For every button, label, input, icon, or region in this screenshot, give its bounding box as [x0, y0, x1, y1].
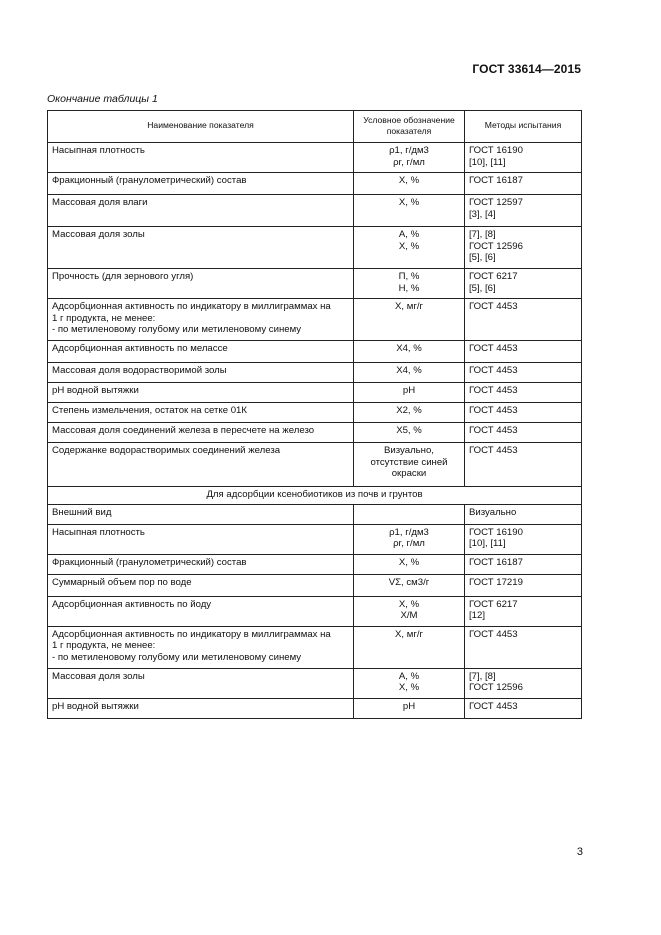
cell-method-line: ГОСТ 4453 [469, 425, 518, 436]
table-row [48, 668, 582, 698]
cell-symbol-line: ρ1, г/дм3 [389, 526, 429, 538]
cell-method-line: ГОСТ 6217 [469, 598, 518, 610]
cell-name-line: Адсорбционная активность по индикатору в миллиграммах на [52, 628, 331, 640]
cell-symbol-line: X, % [398, 175, 420, 186]
cell-symbol [354, 596, 465, 626]
cell-symbol [354, 443, 465, 487]
cell-method [465, 554, 582, 574]
table-row [48, 423, 582, 443]
table-row [48, 504, 582, 524]
cell-name-line: pH водной вытяжки [52, 700, 139, 712]
table-body-main [48, 143, 582, 487]
table-row [48, 341, 582, 363]
cell-symbol [354, 383, 465, 403]
cell-symbol-line: X, мг/г [395, 301, 423, 312]
cell-name-line: - по метиленовому голубому или метиленовому синему [52, 324, 302, 335]
cell-name [48, 195, 354, 227]
cell-method-line: [10], [11] [469, 538, 506, 549]
indicators-table [47, 110, 582, 719]
cell-symbol-line: X, % [398, 598, 420, 610]
cell-symbol [354, 626, 465, 668]
table-row [48, 383, 582, 403]
cell-name [48, 626, 354, 668]
table-row [48, 698, 582, 718]
cell-name [48, 698, 354, 718]
cell-name [48, 574, 354, 596]
cell-symbol-line: ρ1, г/дм3 [389, 145, 429, 156]
cell-method-line: ГОСТ 4453 [469, 628, 518, 640]
cell-name-line: Внешний вид [52, 506, 112, 518]
cell-method [465, 341, 582, 363]
cell-symbol [354, 698, 465, 718]
cell-symbol [354, 504, 465, 524]
cell-name [48, 524, 354, 554]
cell-method-line: ГОСТ 12596 [469, 240, 523, 252]
cell-name [48, 269, 354, 299]
cell-method-line: ГОСТ 16187 [469, 556, 523, 568]
cell-name-line: Насыпная плотность [52, 145, 145, 156]
cell-method-line: ГОСТ 4453 [469, 301, 518, 312]
cell-symbol-line: X4, % [396, 365, 422, 376]
cell-symbol-line: VΣ, см3/г [388, 576, 430, 588]
cell-name-line: Фракционный (гранулометрический) состав [52, 175, 247, 186]
cell-symbol [354, 554, 465, 574]
cell-name-line: Массовая доля влаги [52, 197, 148, 208]
section-title: Для адсорбции ксенобиотиков из почв и грунтов [48, 487, 582, 505]
column-header-symbol: Условное обозначение показателя [354, 111, 465, 143]
cell-name [48, 299, 354, 341]
table-row [48, 363, 582, 383]
cell-symbol [354, 574, 465, 596]
cell-method [465, 195, 582, 227]
cell-name [48, 423, 354, 443]
cell-name-line: Прочность (для зернового угля) [52, 271, 194, 282]
cell-method-line: [7], [8] [469, 229, 496, 240]
cell-method-line: ГОСТ 4453 [469, 385, 518, 396]
cell-symbol [354, 668, 465, 698]
cell-method [465, 173, 582, 195]
cell-name [48, 596, 354, 626]
cell-name-line: Адсорбционная активность по индикатору в миллиграммах на [52, 301, 331, 312]
cell-method [465, 504, 582, 524]
cell-method [465, 143, 582, 173]
cell-method-line: ГОСТ 16187 [469, 175, 523, 186]
cell-symbol-line: X, % [398, 240, 420, 252]
cell-method-line: ГОСТ 4453 [469, 445, 518, 456]
cell-method [465, 227, 582, 269]
cell-method-line: ГОСТ 17219 [469, 576, 523, 588]
cell-name-line: pH водной вытяжки [52, 385, 139, 396]
cell-method-line: ГОСТ 4453 [469, 365, 518, 376]
table-row [48, 299, 582, 341]
cell-symbol-line: X4, % [396, 343, 422, 354]
cell-method [465, 403, 582, 423]
table-row [48, 269, 582, 299]
cell-name-line: Адсорбционная активность по йоду [52, 598, 212, 610]
cell-method-line: [3], [4] [469, 208, 496, 220]
cell-symbol-line: ρr, г/мл [393, 156, 425, 168]
cell-name [48, 383, 354, 403]
cell-method-line: [5], [6] [469, 282, 496, 294]
table-row [48, 443, 582, 487]
cell-name-line: Массовая доля водорастворимой золы [52, 365, 227, 376]
cell-method [465, 443, 582, 487]
cell-symbol [354, 195, 465, 227]
table-section [48, 487, 582, 505]
table-row [48, 524, 582, 554]
cell-name-line: Насыпная плотность [52, 526, 145, 538]
cell-method-line: [7], [8] [469, 670, 496, 682]
cell-symbol [354, 173, 465, 195]
table-row [48, 143, 582, 173]
cell-method [465, 596, 582, 626]
cell-symbol-line: X, % [398, 556, 420, 568]
cell-symbol [354, 363, 465, 383]
cell-name [48, 363, 354, 383]
cell-symbol-line: Визуально, [384, 445, 434, 456]
cell-method-line: ГОСТ 4453 [469, 405, 518, 416]
cell-name-line: Содержанке водорастворимых соединений железа [52, 445, 281, 456]
cell-symbol-line: X, % [398, 197, 420, 208]
cell-method [465, 668, 582, 698]
table-row [48, 403, 582, 423]
cell-symbol [354, 227, 465, 269]
cell-symbol [354, 403, 465, 423]
cell-symbol-line: отсутствие синей [370, 456, 448, 468]
column-header-method: Методы испытания [465, 111, 582, 143]
cell-name [48, 227, 354, 269]
cell-symbol-line: pH [402, 700, 416, 712]
table-header-row [48, 111, 582, 143]
table-row [48, 626, 582, 668]
cell-symbol [354, 423, 465, 443]
cell-name-line: - по метиленовому голубому или метиленовому синему [52, 651, 302, 663]
cell-name-line: 1 г продукта, не менее: [52, 640, 156, 651]
cell-name [48, 341, 354, 363]
cell-name-line: Массовая доля соединений железа в пересчете на железо [52, 425, 315, 436]
cell-method-line: ГОСТ 16190 [469, 145, 523, 156]
cell-name [48, 668, 354, 698]
table-row [48, 173, 582, 195]
cell-method-line: ГОСТ 4453 [469, 343, 518, 354]
cell-symbol-line: A, % [398, 670, 420, 682]
cell-name-line: Массовая доля золы [52, 670, 145, 682]
table-caption: Окончание таблицы 1 [47, 93, 158, 105]
cell-symbol-line: окраски [391, 468, 427, 479]
cell-symbol-line: X5, % [396, 425, 422, 436]
cell-method [465, 363, 582, 383]
cell-symbol [354, 524, 465, 554]
cell-method [465, 524, 582, 554]
cell-method-line: [5], [6] [469, 252, 496, 263]
cell-name [48, 443, 354, 487]
section-row [48, 487, 582, 505]
cell-symbol-line: X, мг/г [395, 628, 423, 640]
cell-symbol-line: П, % [398, 271, 420, 282]
standard-number: ГОСТ 33614—2015 [472, 62, 581, 76]
cell-method-line: [12] [469, 610, 486, 621]
cell-name-line: Массовая доля золы [52, 229, 145, 240]
cell-method-line: ГОСТ 6217 [469, 271, 518, 282]
cell-symbol [354, 269, 465, 299]
column-header-name: Наименование показателя [48, 111, 354, 143]
cell-method-line: ГОСТ 12597 [469, 197, 523, 208]
cell-name-line: 1 г продукта, не менее: [52, 312, 156, 324]
cell-method-line: Визуально [469, 506, 517, 518]
cell-symbol [354, 299, 465, 341]
table-row [48, 554, 582, 574]
cell-method [465, 299, 582, 341]
cell-name [48, 554, 354, 574]
cell-symbol-line: X/M [400, 610, 418, 621]
cell-symbol-line: X, % [398, 682, 420, 693]
cell-name [48, 403, 354, 423]
cell-symbol-line: Н, % [398, 282, 420, 294]
cell-method [465, 698, 582, 718]
cell-method [465, 626, 582, 668]
cell-symbol [354, 143, 465, 173]
table-row [48, 227, 582, 269]
cell-method [465, 383, 582, 403]
cell-name [48, 143, 354, 173]
cell-symbol [354, 341, 465, 363]
cell-method-line: ГОСТ 12596 [469, 682, 523, 693]
cell-symbol-line: ρr, г/мл [393, 538, 425, 549]
cell-symbol-line: X2, % [396, 405, 422, 416]
cell-name-line: Адсорбционная активность по мелассе [52, 343, 228, 354]
cell-method-line: ГОСТ 4453 [469, 700, 518, 712]
cell-name [48, 173, 354, 195]
table-row [48, 596, 582, 626]
cell-name-line: Степень измельчения, остаток на сетке 01К [52, 405, 247, 416]
cell-method-line: [10], [11] [469, 156, 506, 168]
cell-method [465, 423, 582, 443]
page-number: 3 [576, 846, 583, 858]
cell-method-line: ГОСТ 16190 [469, 526, 523, 538]
cell-symbol-line: pH [402, 385, 416, 396]
cell-name-line: Суммарный объем пор по воде [52, 576, 192, 588]
cell-name-line: Фракционный (гранулометрический) состав [52, 556, 247, 568]
cell-method [465, 269, 582, 299]
cell-method [465, 574, 582, 596]
table-row [48, 195, 582, 227]
cell-symbol-line: A, % [398, 229, 420, 240]
table-body-soil [48, 504, 582, 718]
table-row [48, 574, 582, 596]
cell-name [48, 504, 354, 524]
